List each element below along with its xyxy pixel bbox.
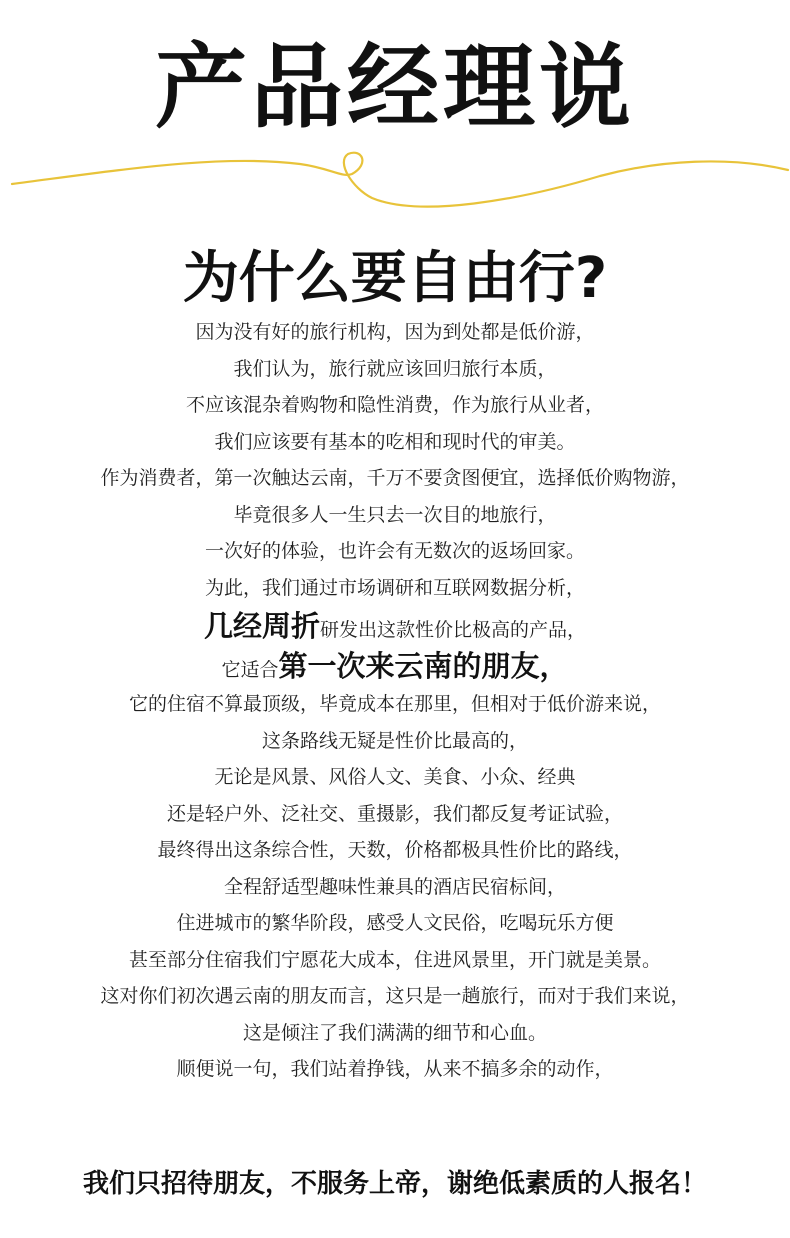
body-line: 最终得出这条综合性，天数，价格都极具性价比的路线， — [157, 839, 633, 861]
mixed-line-1 — [0, 606, 790, 646]
body-line: 我们应该要有基本的吃相和现时代的审美。 — [214, 430, 576, 453]
body-line: 这条路线无疑是性价比最高的， — [261, 729, 528, 752]
body-line: 不应该混杂着购物和隐性消费，作为旅行从业者， — [185, 394, 604, 416]
body-line: 它的住宿不算最顶级，毕竟成本在那里，但相对于低价游来说， — [128, 693, 661, 715]
closing-statement: 我们只招待朋友，不服务上帝，谢绝低素质的人报名！ — [82, 1169, 707, 1199]
body-line: 还是轻户外、泛社交、重摄影，我们都反复考证试验， — [166, 802, 623, 825]
body-line: 无论是风景、风俗人文、美食、小众、经典 — [214, 766, 576, 788]
emphasis-text: 几经周折 — [203, 609, 320, 643]
body-line: 顺便说一句，我们站着挣钱，从来不搞多余的动作， — [176, 1058, 614, 1080]
body-text-span: 研发出这款性价比极高的产品， — [320, 619, 587, 641]
body-line: 为此，我们通过市场调研和互联网数据分析， — [204, 576, 585, 599]
body-line: 住进城市的繁华阶段，感受人文民俗，吃喝玩乐方便 — [176, 912, 614, 934]
gold-swoosh-decoration — [0, 140, 790, 220]
body-line: 我们认为，旅行就应该回归旅行本质， — [233, 357, 557, 380]
body-line: 一次好的体验，也许会有无数次的返场回家。 — [204, 540, 585, 562]
body-line: 甚至部分住宿我们宁愿花大成本，住进风景里，开门就是美景。 — [128, 948, 661, 971]
body-line: 这对你们初次遇云南的朋友而言，这只是一趟旅行，而对于我们来说， — [100, 985, 690, 1007]
body-line: 作为消费者，第一次触达云南，千万不要贪图便宜，选择低价购物游， — [100, 467, 690, 489]
body-line: 全程舒适型趣味性兼具的酒店民宿标间， — [223, 875, 566, 898]
mixed-line-2 — [0, 646, 790, 686]
body-line: 因为没有好的旅行机构，因为到处都是低价游， — [195, 321, 595, 343]
page-title: 产品经理说 — [154, 34, 635, 141]
body-line: 毕竟很多人一生只去一次目的地旅行， — [233, 503, 557, 526]
swoosh-line — [12, 153, 788, 207]
body-text — [0, 314, 790, 1088]
body-text-span: 它适合 — [221, 659, 279, 681]
emphasis-text: 第一次来云南的朋友， — [278, 649, 569, 683]
body-line: 这是倾注了我们满满的细节和心血。 — [242, 1021, 547, 1044]
headline: 为什么要自由行? — [182, 246, 608, 311]
